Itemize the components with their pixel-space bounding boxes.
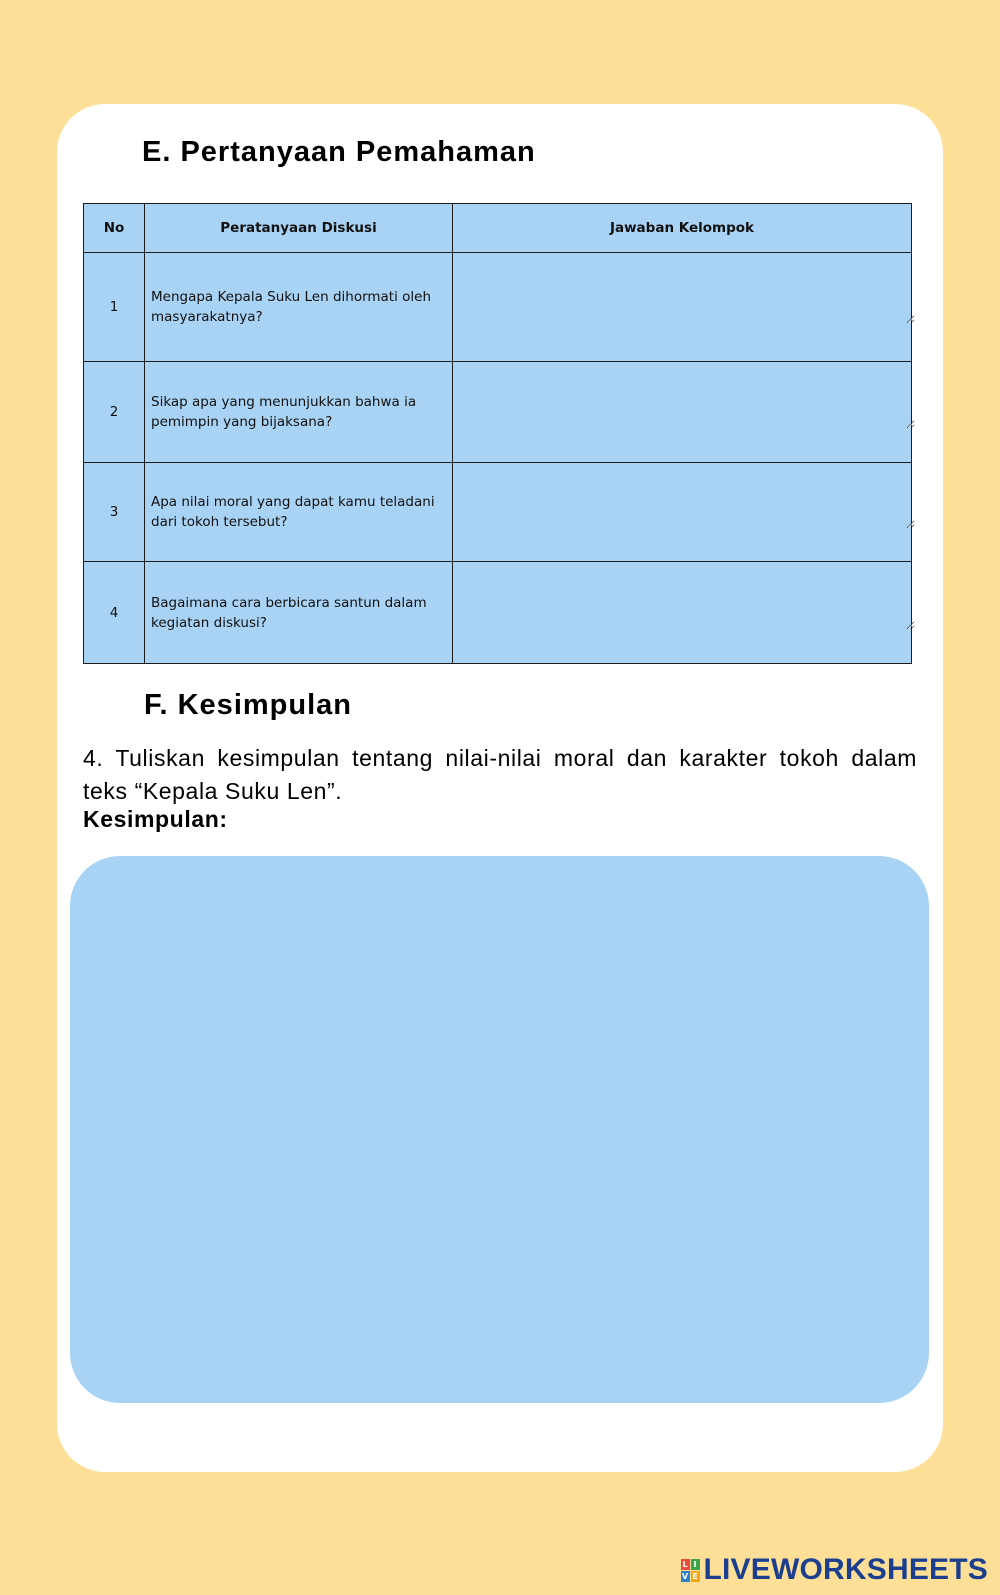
answer-cell[interactable]: [453, 463, 912, 562]
answer-cell[interactable]: [453, 362, 912, 463]
row-question: Bagaimana cara berbicara santun dalam kegiatan diskusi?: [145, 562, 453, 664]
table-row: [84, 463, 912, 562]
conclusion-label: Kesimpulan:: [83, 806, 228, 832]
header-question: Peratanyaan Diskusi: [145, 204, 453, 253]
row-number: 3: [84, 463, 145, 562]
conclusion-input[interactable]: [70, 856, 929, 1403]
section-title-pertanyaan: E. Pertanyaan Pemahaman: [142, 136, 536, 168]
table-row: [84, 253, 912, 362]
row-question: Sikap apa yang menunjukkan bahwa ia pemimpin yang bijaksana?: [145, 362, 453, 463]
answer-cell[interactable]: [453, 562, 912, 664]
answer-input[interactable]: [453, 596, 915, 630]
logo-letter: V: [681, 1571, 689, 1581]
section-title-kesimpulan: F. Kesimpulan: [144, 689, 352, 721]
answer-cell[interactable]: [453, 253, 912, 362]
table-row: [84, 562, 912, 664]
row-question: Mengapa Kepala Suku Len dihormati oleh masyarakatnya?: [145, 253, 453, 362]
logo-letter: L: [682, 1559, 688, 1569]
answer-input[interactable]: [453, 290, 915, 324]
worksheet-card: [57, 104, 943, 1472]
logo-letter: I: [691, 1559, 700, 1570]
discussion-table: [83, 203, 912, 664]
conclusion-instruction: 4. Tuliskan kesimpulan tentang nilai-nilai moral dan karakter tokoh dalam teks “Kepala Suku Len”.: [83, 745, 917, 804]
table-row: [84, 362, 912, 463]
liveworksheets-logo-icon: [681, 1559, 700, 1582]
row-number: 2: [84, 362, 145, 463]
row-number: 4: [84, 562, 145, 664]
answer-input[interactable]: [453, 495, 915, 529]
header-answer: Jawaban Kelompok: [453, 204, 912, 253]
brand-name: LIVEWORKSHEETS: [703, 1553, 988, 1586]
answer-input[interactable]: [453, 395, 915, 429]
row-number: 1: [84, 253, 145, 362]
logo-letter: E: [692, 1571, 698, 1581]
table-header-row: [84, 204, 912, 253]
liveworksheets-brand: [681, 1553, 989, 1587]
row-question: Apa nilai moral yang dapat kamu teladani dari tokoh tersebut?: [145, 463, 453, 562]
header-no: No: [84, 204, 145, 253]
